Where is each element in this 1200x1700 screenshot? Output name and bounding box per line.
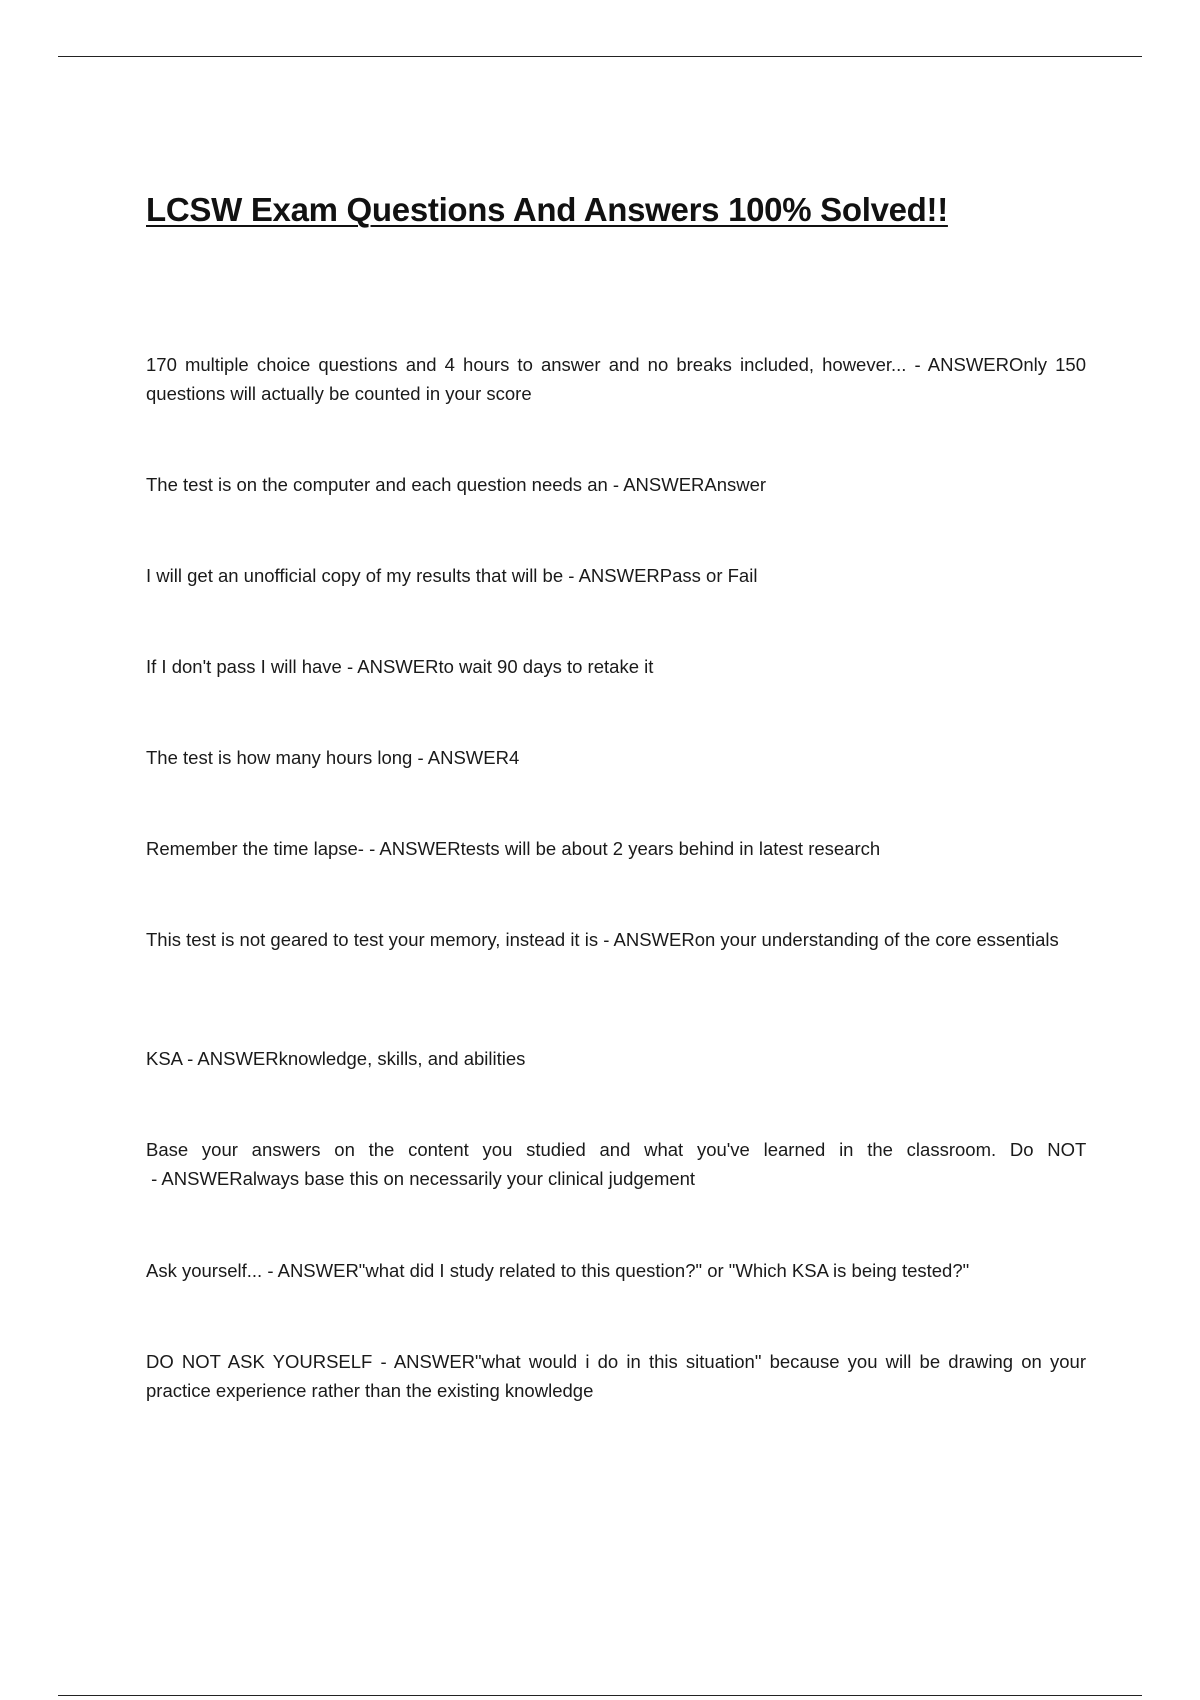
question-text: KSA [146,1048,182,1069]
top-rule [58,56,1142,57]
answer-text: ANSWERPass or Fail [578,565,758,586]
qa-item [146,350,1086,408]
separator: - [146,1168,162,1189]
document-page [146,190,1087,1401]
question-text: I will get an unofficial copy of my results that will be [146,565,564,586]
separator: - [607,474,624,495]
separator: - [563,565,579,586]
qa-item [146,1044,1086,1073]
answer-text: ANSWER4 [427,747,520,768]
question-text: The test is how many hours long [146,747,413,768]
question-text: Remember the time lapse- [146,838,364,859]
answer-text: ANSWER"what did I study related to this question?" or "Which KSA is being tested?" [277,1260,970,1281]
answer-text: ANSWERknowledge, skills, and abilities [197,1048,526,1069]
question-text: 170 multiple choice questions and 4 hours to answer and no breaks included, however... [146,354,907,375]
bottom-rule [58,1695,1142,1696]
qa-item [146,743,1086,772]
separator: - [372,1351,394,1372]
qa-item [146,561,1086,590]
qa-item [146,1135,1086,1193]
separator: - [598,929,614,950]
question-text: Base your answers on the content you studied and what you've learned in the classroom. Do NOT [146,1139,1086,1160]
qa-item [146,925,1086,954]
qa-item [146,1347,1086,1405]
qa-item [146,470,1086,499]
separator: - [906,354,928,375]
answer-text: ANSWERAnswer [623,474,767,495]
qa-item [146,652,1086,681]
question-text: Ask yourself... [146,1260,263,1281]
answer-text: ANSWERalways base this on necessarily your clinical judgement [161,1168,696,1189]
separator: - [341,656,358,677]
answer-text: ANSWERtests will be about 2 years behind in latest research [379,838,881,859]
question-text: If I don't pass I will have [146,656,342,677]
separator: - [182,1048,198,1069]
document-title: LCSW Exam Questions And Answers 100% Solved!! [146,191,948,228]
answer-text: ANSWEROnly 150 questions will actually be counted in your score [146,354,1087,404]
separator: - [363,838,380,859]
separator: - [412,747,428,768]
answer-text: ANSWERon your understanding of the core essentials [613,929,1059,950]
question-text: DO NOT ASK YOURSELF [146,1351,373,1372]
separator: - [262,1260,278,1281]
qa-item [146,834,1086,863]
answer-text: ANSWERto wait 90 days to retake it [357,656,654,677]
answer-text: ANSWER"what would i do in this situation" because you will be drawing on your practice experience rather than the existing knowledge [146,1351,1086,1401]
qa-item [146,1256,1086,1285]
question-text: This test is not geared to test your memory, instead it is [146,929,599,950]
question-text: The test is on the computer and each question needs an [146,474,608,495]
